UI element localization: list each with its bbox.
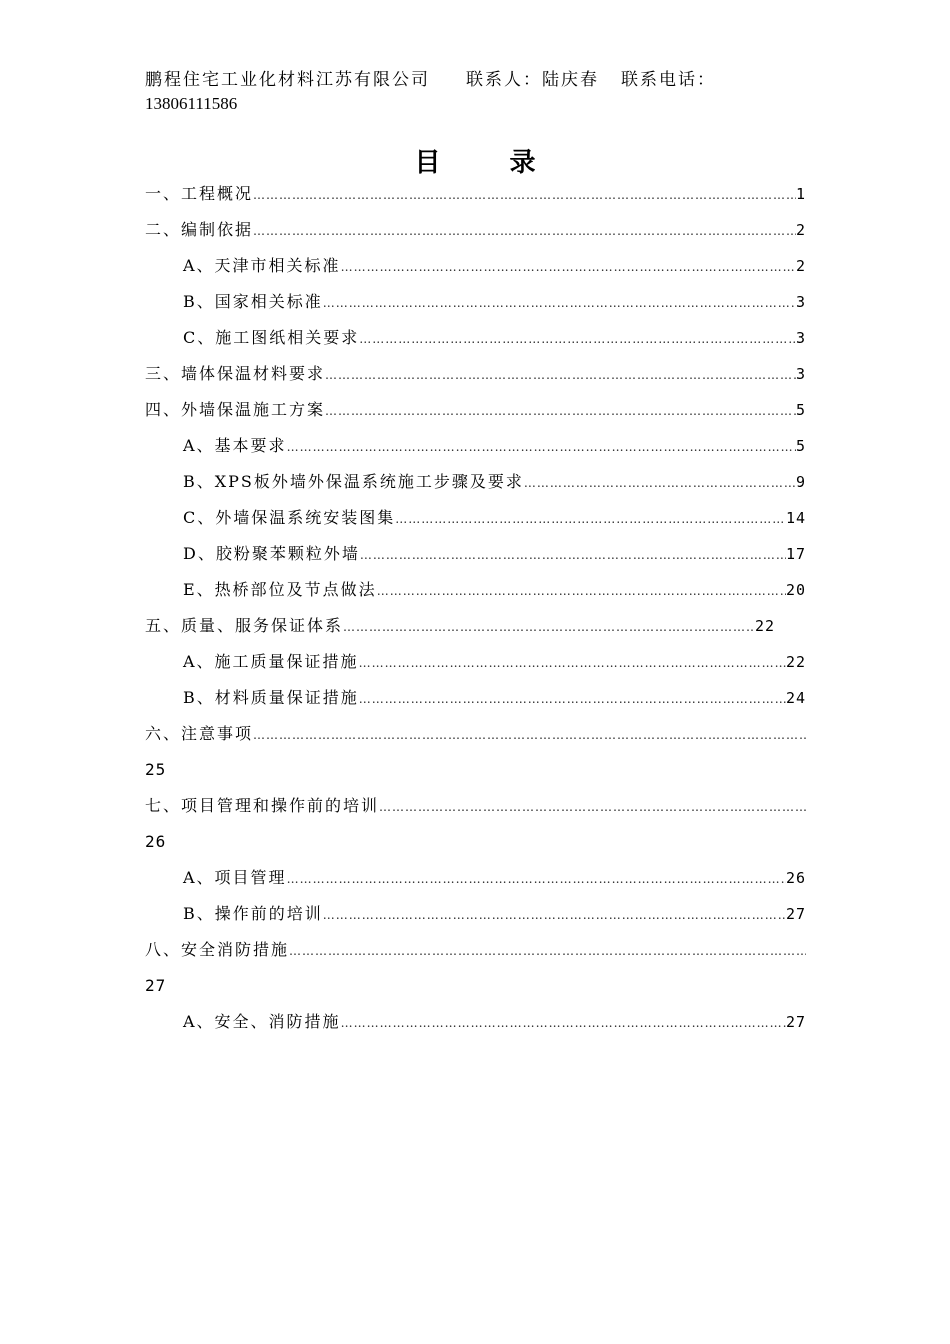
toc-subentry[interactable]: [145, 896, 806, 932]
toc-leader-dots: [289, 933, 806, 969]
toc-subentry[interactable]: [145, 680, 806, 716]
toc-entry-label: 三、墙体保温材料要求: [145, 364, 326, 383]
toc-entry-page: 26: [145, 832, 167, 851]
toc-entry-label: E、热桥部位及节点做法: [183, 580, 377, 599]
toc-leader-dots: [341, 249, 796, 285]
phone-number: 13806111586: [145, 94, 238, 113]
toc-title: 目 录: [414, 148, 566, 178]
toc-entry-page: 14: [785, 509, 806, 527]
toc-subentry[interactable]: [145, 464, 806, 500]
toc-entry-label: A、项目管理: [183, 868, 287, 887]
toc-subentry[interactable]: [145, 572, 806, 608]
toc-leader-dots: [323, 897, 786, 933]
toc-entry-page: 3: [795, 293, 806, 311]
toc-entry-page: 5: [795, 437, 806, 455]
contact-person: 联系人：陆庆春: [466, 70, 599, 90]
toc-entry[interactable]: [145, 608, 775, 644]
toc-entry-label: A、基本要求: [183, 436, 287, 455]
toc-entry-label: 四、外墙保温施工方案: [145, 400, 326, 419]
toc-leader-dots: [341, 1005, 786, 1041]
toc-entry[interactable]: [145, 788, 806, 824]
toc-entry[interactable]: [145, 176, 806, 212]
company-name: 鹏程住宅工业化材料江苏有限公司: [145, 70, 430, 90]
toc-subentry[interactable]: [145, 536, 806, 572]
toc-entry-label: B、XPS板外墙外保温系统施工步骤及要求: [183, 472, 524, 491]
toc-leader-dots: [377, 573, 786, 609]
toc-entry-page: 17: [785, 545, 806, 563]
toc-entry-page: 24: [785, 689, 806, 707]
toc-entry-label: B、材料质量保证措施: [183, 688, 359, 707]
toc-leader-dots: [325, 357, 796, 393]
toc-subentry[interactable]: [145, 644, 806, 680]
toc-entry-label: 六、注意事项: [145, 724, 254, 743]
toc-entry-page: 27: [785, 905, 806, 923]
toc-subentry[interactable]: [145, 284, 806, 320]
toc-leader-dots: [359, 645, 786, 681]
toc-entry-page: 22: [785, 653, 806, 671]
toc-entry-page: 25: [145, 760, 167, 779]
table-of-contents: [145, 176, 806, 1040]
toc-entry[interactable]: [145, 356, 806, 392]
toc-leader-dots: [343, 609, 755, 645]
toc-entry-label: 七、项目管理和操作前的培训: [145, 796, 380, 815]
toc-entry-label: C、施工图纸相关要求: [183, 328, 360, 347]
toc-leader-dots: [395, 501, 786, 537]
toc-entry-label: 二、编制依据: [145, 220, 254, 239]
toc-leader-dots: [359, 321, 796, 357]
toc-entry[interactable]: [145, 716, 806, 752]
toc-entry-page: 2: [795, 221, 806, 239]
toc-entry-label: 八、安全消防措施: [145, 940, 290, 959]
toc-leader-dots: [323, 285, 796, 321]
page-header: [145, 68, 825, 116]
toc-entry-label: 五、质量、服务保证体系: [145, 616, 344, 635]
toc-entry-label: B、国家相关标准: [183, 292, 323, 311]
toc-leader-dots: [253, 213, 796, 249]
toc-entry-page: 27: [785, 1013, 806, 1031]
toc-entry-label: A、安全、消防措施: [183, 1012, 341, 1031]
toc-entry-page: 9: [795, 473, 806, 491]
toc-leader-dots: [524, 465, 796, 501]
toc-entry-page: 2: [795, 257, 806, 275]
toc-subentry[interactable]: [145, 320, 806, 356]
toc-subentry[interactable]: [145, 428, 806, 464]
toc-subentry[interactable]: [145, 860, 806, 896]
toc-entry-label: B、操作前的培训: [183, 904, 323, 923]
toc-entry-page: 22: [754, 617, 775, 635]
toc-entry-label: A、施工质量保证措施: [183, 652, 359, 671]
toc-entry-page: 5: [795, 401, 806, 419]
toc-entry[interactable]: [145, 212, 806, 248]
toc-leader-dots: [325, 393, 796, 429]
toc-entry-label: A、天津市相关标准: [183, 256, 341, 275]
toc-entry-page: 27: [145, 976, 167, 995]
toc-entry-page: 3: [795, 329, 806, 347]
toc-subentry[interactable]: [145, 1004, 806, 1040]
toc-leader-dots: [253, 177, 796, 213]
toc-leader-dots: [359, 681, 786, 717]
toc-entry[interactable]: [145, 392, 806, 428]
toc-leader-dots: [360, 537, 786, 573]
toc-entry-label: C、外墙保温系统安装图集: [183, 508, 396, 527]
toc-subentry[interactable]: [145, 248, 806, 284]
toc-entry-page: 20: [785, 581, 806, 599]
toc-entry-page: 3: [795, 365, 806, 383]
toc-leader-dots: [287, 429, 796, 465]
toc-entry[interactable]: [145, 932, 806, 968]
toc-entry-page: 26: [785, 869, 806, 887]
toc-entry-label: D、胶粉聚苯颗粒外墙: [183, 544, 360, 563]
toc-leader-dots: [253, 717, 806, 753]
toc-leader-dots: [379, 789, 806, 825]
toc-subentry[interactable]: [145, 500, 806, 536]
toc-entry-label: 一、工程概况: [145, 184, 254, 203]
toc-entry-page: 1: [795, 185, 806, 203]
phone-label: 联系电话：: [621, 70, 716, 90]
toc-leader-dots: [287, 861, 786, 897]
